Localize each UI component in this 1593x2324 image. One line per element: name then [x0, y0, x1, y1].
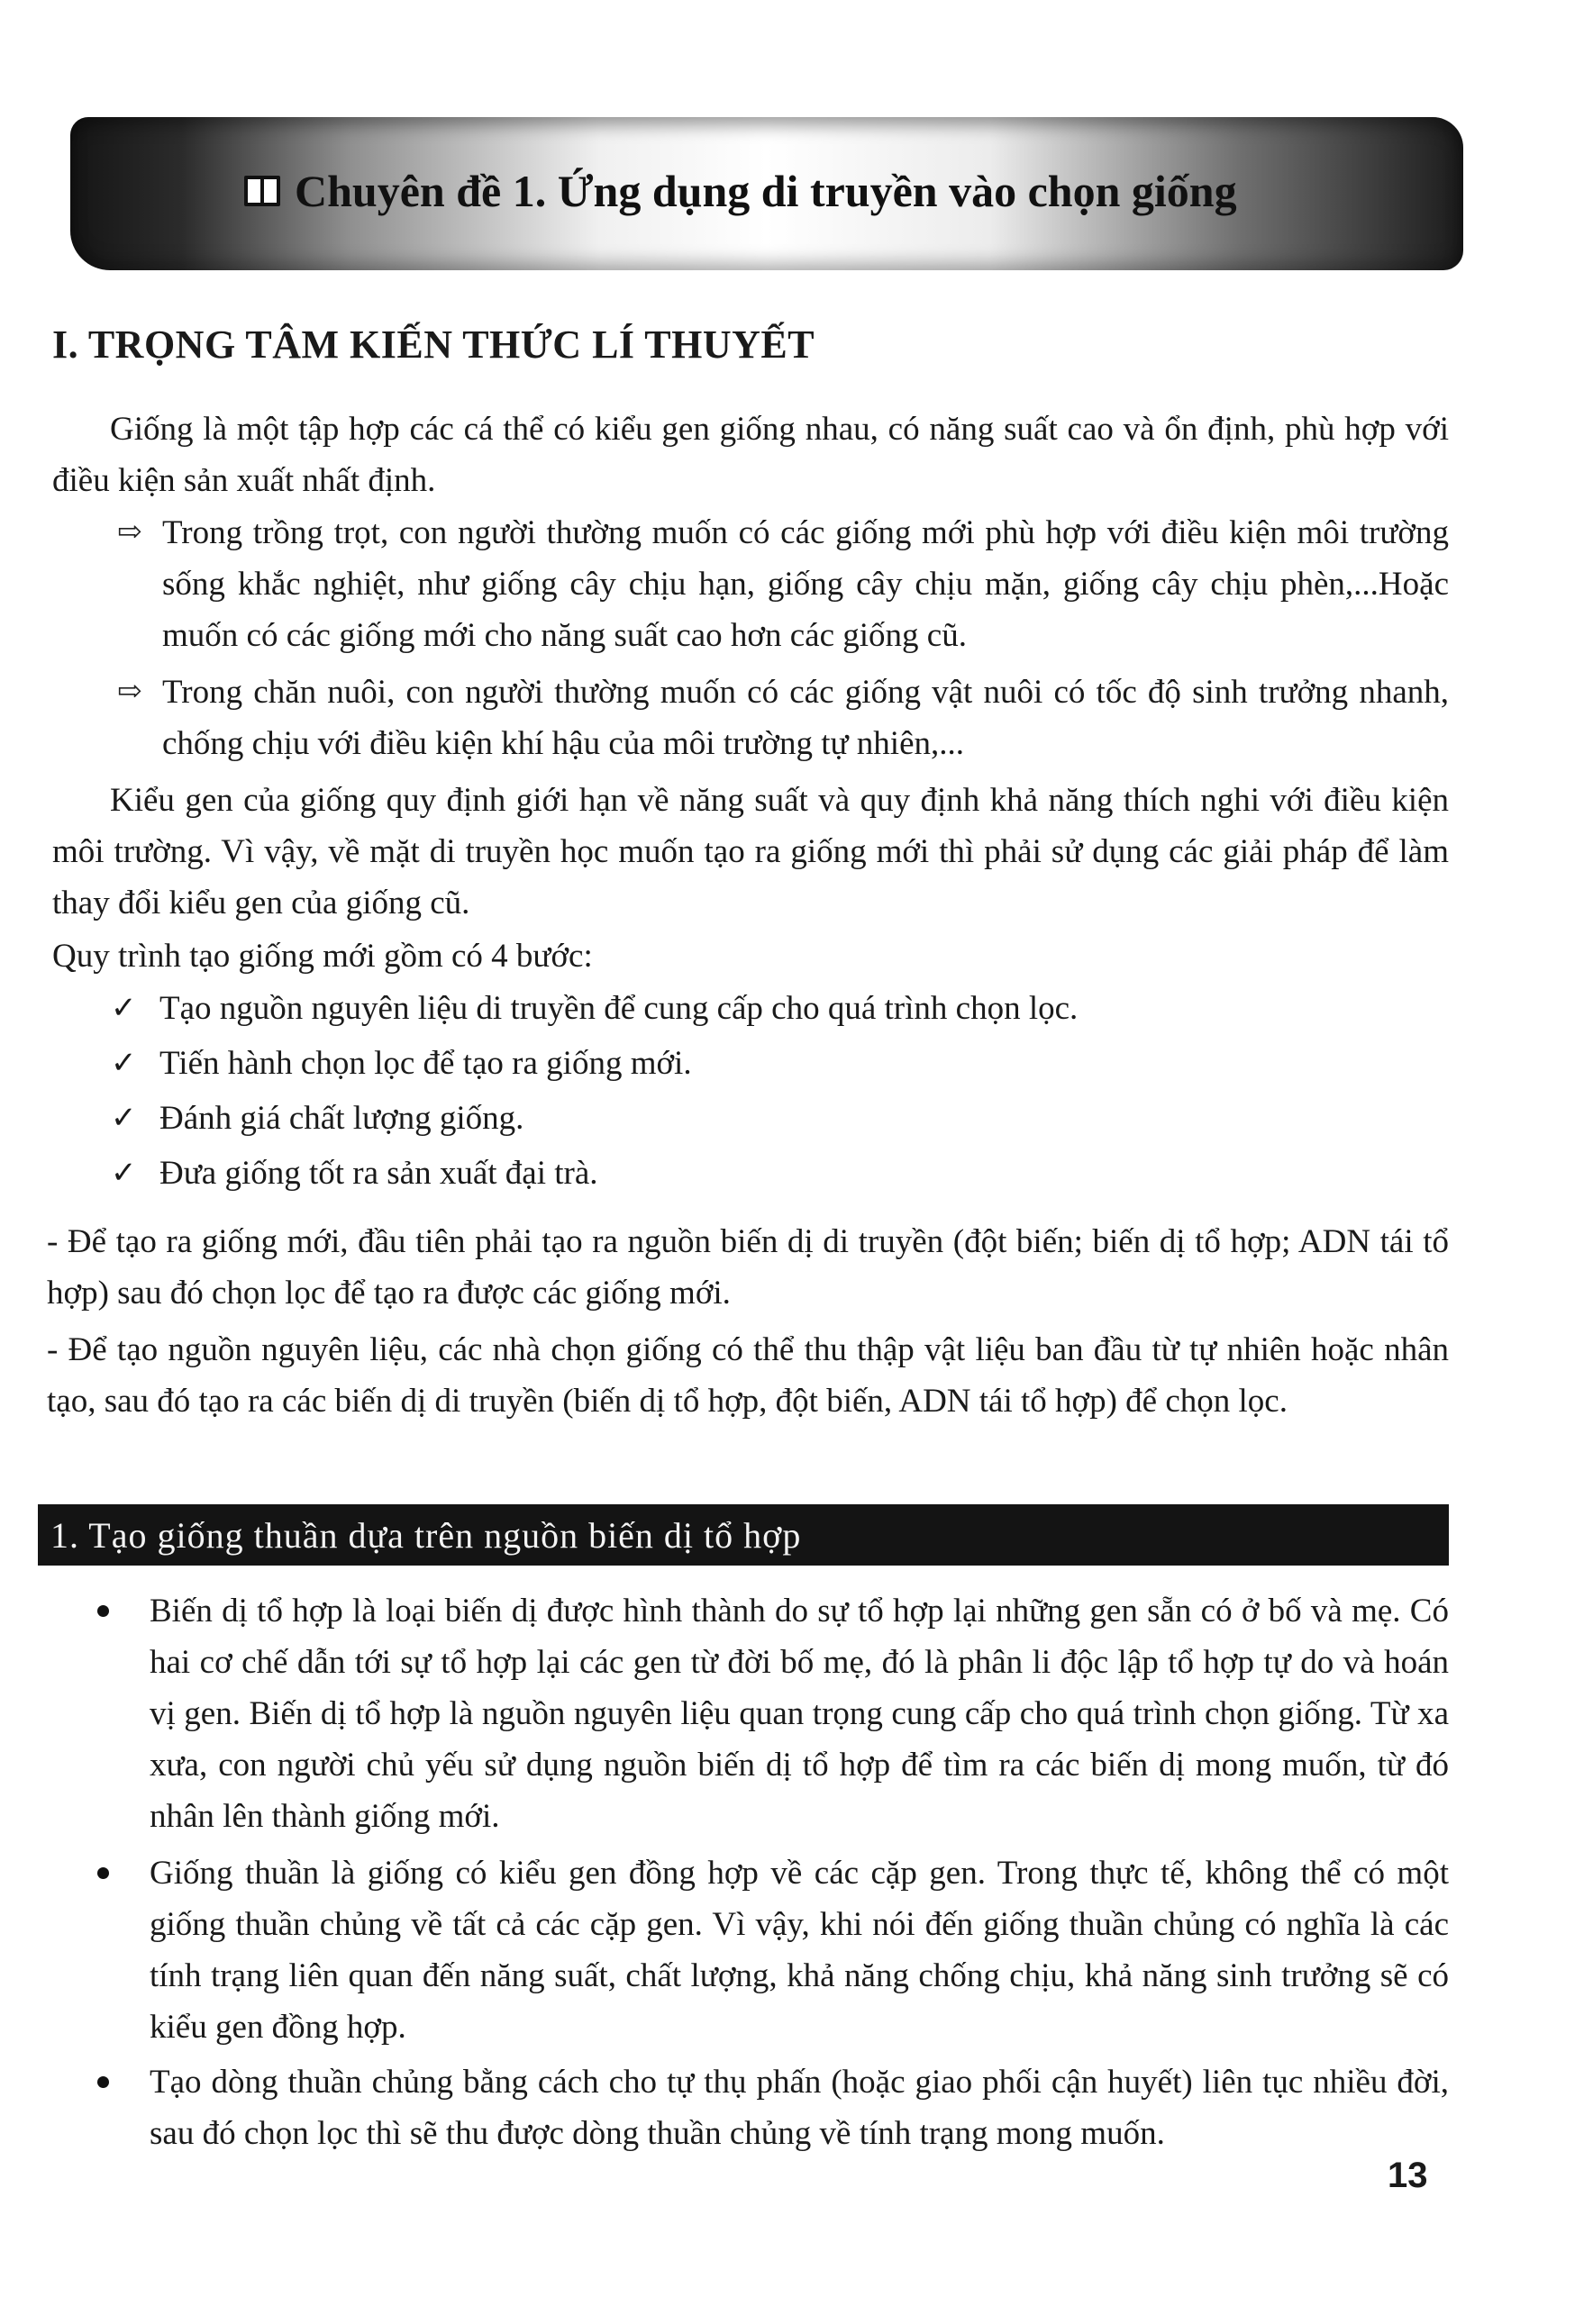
step-item	[111, 1148, 598, 1199]
subsection-title-bar	[38, 1504, 1449, 1566]
step-text: Đưa giống tốt ra sản xuất đại trà.	[159, 1155, 598, 1192]
book-icon	[244, 176, 280, 206]
checkmark-icon: ✓	[111, 1047, 137, 1080]
dash-paragraph: - Để tạo ra giống mới, đầu tiên phải tạo ra nguồn biến dị di truyền (đột biến; biến dị tổ hợp; ADN tái tổ hợp) sau đó chọn lọc để tạo ra được các giống mới.	[47, 1223, 1449, 1312]
arrow-list-text: Trong chăn nuôi, con người thường muốn có các giống vật nuôi có tốc độ sinh trưởng nhanh, chống chịu với điều kiện khí hậu của môi trường tự nhiên,...	[162, 674, 1449, 762]
arrow-list-item	[117, 507, 1449, 661]
bullet-dot	[97, 2076, 109, 2088]
checkmark-icon: ✓	[111, 1102, 137, 1135]
bullet-text: Biến dị tổ hợp là loại biến dị được hình thành do sự tổ hợp lại những gen sẵn có ở bố và mẹ. Có hai cơ chế dẫn tới sự tổ hợp lại các gen từ đời bố mẹ, đó là phân li độc lập tổ hợp tự do và hoán vị gen. Biến dị tổ hợp là nguồn nguyên liệu quan trọng cung cấp cho quá trình chọn giống. Từ xa xưa, con người chủ yếu sử dụng nguồn biến dị tổ hợp để tìm ra các biến dị mong muốn, từ đó nhân lên thành giống mới.	[150, 1593, 1449, 1835]
step-text: Đánh giá chất lượng giống.	[159, 1100, 524, 1137]
arrow-right-icon: ⇨	[117, 676, 142, 708]
step-item	[111, 1038, 692, 1089]
checkmark-icon: ✓	[111, 992, 137, 1025]
bullet-item	[150, 1585, 1449, 1842]
subsection-title: 1. Tạo giống thuần dựa trên nguồn biến dị tổ hợp	[50, 1514, 802, 1556]
checkmark-icon: ✓	[111, 1157, 137, 1190]
chapter-title-row	[244, 142, 1237, 240]
dash-paragraph: - Để tạo nguồn nguyên liệu, các nhà chọn giống có thể thu thập vật liệu ban đầu từ tự nhiên hoặc nhân tạo, sau đó tạo ra các biến dị di truyền (biến dị tổ hợp, đột biến, ADN tái tổ hợp) để chọn lọc.	[47, 1331, 1449, 1420]
bullet-text: Giống thuần là giống có kiểu gen đồng hợp về các cặp gen. Trong thực tế, không thể có một giống thuần chủng về tất cả các cặp gen. Vì vậy, khi nói đến giống thuần chủng có nghĩa là các tính trạng liên quan đến năng suất, chất lượng, khả năng chống chịu, khả năng sinh trưởng sẽ có kiểu gen đồng hợp.	[150, 1855, 1449, 2046]
arrow-right-icon: ⇨	[117, 516, 142, 549]
step-text: Tiến hành chọn lọc để tạo ra giống mới.	[159, 1045, 692, 1082]
step-item	[111, 1093, 524, 1144]
intro-paragraph: Giống là một tập hợp các cá thể có kiểu gen giống nhau, có năng suất cao và ổn định, phù hợp với điều kiện sản xuất nhất định.	[52, 411, 1449, 499]
section-heading: I. TRỌNG TÂM KIẾN THỨC LÍ THUYẾT	[52, 322, 815, 367]
bullet-dot	[97, 1867, 109, 1879]
bullet-text: Tạo dòng thuần chủng bằng cách cho tự thụ phấn (hoặc giao phối cận huyết) liên tục nhiều đời, sau đó chọn lọc thì sẽ thu được dòng thuần chủng về tính trạng mong muốn.	[150, 2064, 1449, 2152]
bullet-item	[150, 2056, 1449, 2159]
arrow-list-text: Trong trồng trọt, con người thường muốn có các giống mới phù hợp với điều kiện môi trường sống khắc nghiệt, như giống cây chịu hạn, giống cây chịu mặn, giống cây chịu phèn,...Hoặc muốn có các giống mới cho năng suất cao hơn các giống cũ.	[162, 514, 1449, 654]
bullet-dot	[97, 1605, 109, 1617]
step-text: Tạo nguồn nguyên liệu di truyền để cung cấp cho quá trình chọn lọc.	[159, 990, 1079, 1027]
chapter-title: Chuyên đề 1. Ứng dụng di truyền vào chọn giống	[295, 166, 1237, 216]
step-item	[111, 983, 1079, 1034]
bullet-item	[150, 1847, 1449, 2053]
chapter-banner	[70, 117, 1463, 270]
arrow-list-item	[117, 667, 1449, 769]
genotype-paragraph: Kiểu gen của giống quy định giới hạn về năng suất và quy định khả năng thích nghi với điều kiện môi trường. Vì vậy, về mặt di truyền học muốn tạo ra giống mới thì phải sử dụng các giải pháp để làm thay đổi kiểu gen của giống cũ.	[52, 782, 1449, 921]
process-intro: Quy trình tạo giống mới gồm có 4 bước:	[52, 938, 593, 975]
page-number: 13	[1388, 2156, 1428, 2195]
